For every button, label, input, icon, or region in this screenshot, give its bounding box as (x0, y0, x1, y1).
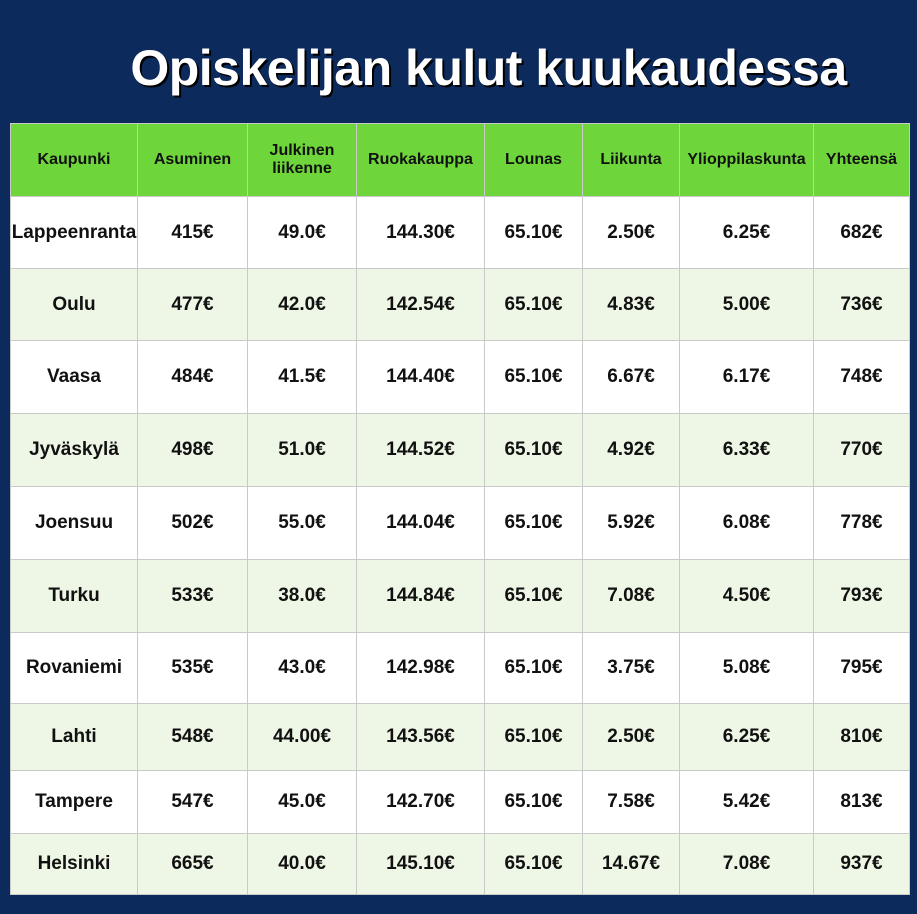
cost-table-container (10, 123, 909, 887)
cell-julkinen-liikenne: 42.0€ (248, 269, 357, 341)
cell-yhteensa: 682€ (814, 197, 910, 269)
cell-kaupunki: Lappeenranta (11, 197, 138, 269)
cell-yhteensa: 778€ (814, 487, 910, 560)
cell-ruokakauppa: 144.40€ (357, 341, 485, 414)
cell-liikunta: 2.50€ (583, 197, 680, 269)
column-header-ruokakauppa: Ruokakauppa (357, 124, 485, 197)
cell-kaupunki: Vaasa (11, 341, 138, 414)
column-header-julkinen-liikenne (248, 124, 357, 197)
cell-liikunta: 2.50€ (583, 704, 680, 771)
cell-julkinen-liikenne: 51.0€ (248, 414, 357, 487)
cell-yhteensa: 736€ (814, 269, 910, 341)
cell-kaupunki: Lahti (11, 704, 138, 771)
cell-kaupunki: Tampere (11, 771, 138, 834)
table-row (11, 771, 910, 834)
cell-kaupunki: Jyväskylä (11, 414, 138, 487)
cell-kaupunki: Oulu (11, 269, 138, 341)
cell-lounas: 65.10€ (485, 633, 583, 704)
cell-lounas: 65.10€ (485, 414, 583, 487)
cell-ruokakauppa: 144.84€ (357, 560, 485, 633)
cell-ruokakauppa: 142.54€ (357, 269, 485, 341)
cell-ylioppilaskunta: 5.00€ (680, 269, 814, 341)
cell-yhteensa: 937€ (814, 834, 910, 895)
cell-asuminen: 477€ (138, 269, 248, 341)
cell-ylioppilaskunta: 6.08€ (680, 487, 814, 560)
cell-ruokakauppa: 144.30€ (357, 197, 485, 269)
cell-yhteensa: 748€ (814, 341, 910, 414)
cell-ylioppilaskunta: 6.33€ (680, 414, 814, 487)
cell-ylioppilaskunta: 4.50€ (680, 560, 814, 633)
cell-asuminen: 547€ (138, 771, 248, 834)
cell-ruokakauppa: 142.98€ (357, 633, 485, 704)
cell-liikunta: 5.92€ (583, 487, 680, 560)
cell-yhteensa: 810€ (814, 704, 910, 771)
cell-asuminen: 484€ (138, 341, 248, 414)
cell-liikunta: 6.67€ (583, 341, 680, 414)
cell-yhteensa: 793€ (814, 560, 910, 633)
cell-asuminen: 498€ (138, 414, 248, 487)
table-row (11, 704, 910, 771)
cell-asuminen: 548€ (138, 704, 248, 771)
cell-yhteensa: 795€ (814, 633, 910, 704)
cell-julkinen-liikenne: 55.0€ (248, 487, 357, 560)
cell-yhteensa: 813€ (814, 771, 910, 834)
chart-title: Opiskelijan kulut kuukaudessa (130, 40, 847, 96)
column-header-ylioppilaskunta: Ylioppilaskunta (680, 124, 814, 197)
column-header-yhteensa: Yhteensä (814, 124, 910, 197)
cell-julkinen-liikenne: 40.0€ (248, 834, 357, 895)
cell-ylioppilaskunta: 5.08€ (680, 633, 814, 704)
cell-ylioppilaskunta: 5.42€ (680, 771, 814, 834)
column-header-liikunta: Liikunta (583, 124, 680, 197)
table-row (11, 341, 910, 414)
cell-ylioppilaskunta: 6.25€ (680, 704, 814, 771)
table-row (11, 633, 910, 704)
column-header-julkinen-line2: liikenne (272, 160, 332, 177)
cell-lounas: 65.10€ (485, 197, 583, 269)
cell-lounas: 65.10€ (485, 704, 583, 771)
cell-ruokakauppa: 144.04€ (357, 487, 485, 560)
cell-kaupunki: Joensuu (11, 487, 138, 560)
cell-lounas: 65.10€ (485, 341, 583, 414)
cell-liikunta: 7.08€ (583, 560, 680, 633)
table-row (11, 834, 910, 895)
cell-kaupunki: Rovaniemi (11, 633, 138, 704)
cell-liikunta: 14.67€ (583, 834, 680, 895)
cell-lounas: 65.10€ (485, 487, 583, 560)
cell-ylioppilaskunta: 6.25€ (680, 197, 814, 269)
cell-kaupunki: Helsinki (11, 834, 138, 895)
table-row (11, 197, 910, 269)
cell-julkinen-liikenne: 43.0€ (248, 633, 357, 704)
table-row (11, 487, 910, 560)
cell-asuminen: 665€ (138, 834, 248, 895)
cell-julkinen-liikenne: 49.0€ (248, 197, 357, 269)
column-header-asuminen: Asuminen (138, 124, 248, 197)
cell-lounas: 65.10€ (485, 771, 583, 834)
column-header-kaupunki: Kaupunki (11, 124, 138, 197)
cell-ylioppilaskunta: 7.08€ (680, 834, 814, 895)
cell-ruokakauppa: 145.10€ (357, 834, 485, 895)
cell-kaupunki: Turku (11, 560, 138, 633)
cell-liikunta: 7.58€ (583, 771, 680, 834)
cell-ylioppilaskunta: 6.17€ (680, 341, 814, 414)
cell-liikunta: 4.83€ (583, 269, 680, 341)
cell-ruokakauppa: 143.56€ (357, 704, 485, 771)
cell-julkinen-liikenne: 41.5€ (248, 341, 357, 414)
table-row (11, 414, 910, 487)
cell-liikunta: 3.75€ (583, 633, 680, 704)
cell-yhteensa: 770€ (814, 414, 910, 487)
cell-asuminen: 533€ (138, 560, 248, 633)
cell-julkinen-liikenne: 38.0€ (248, 560, 357, 633)
cell-asuminen: 535€ (138, 633, 248, 704)
cell-lounas: 65.10€ (485, 560, 583, 633)
table-row (11, 560, 910, 633)
column-header-julkinen-line1: Julkinen (269, 142, 335, 159)
cell-asuminen: 415€ (138, 197, 248, 269)
cell-julkinen-liikenne: 45.0€ (248, 771, 357, 834)
cell-ruokakauppa: 144.52€ (357, 414, 485, 487)
cell-ruokakauppa: 142.70€ (357, 771, 485, 834)
cell-julkinen-liikenne: 44.00€ (248, 704, 357, 771)
header-row (11, 124, 910, 197)
column-header-lounas: Lounas (485, 124, 583, 197)
cell-lounas: 65.10€ (485, 269, 583, 341)
cell-liikunta: 4.92€ (583, 414, 680, 487)
cell-lounas: 65.10€ (485, 834, 583, 895)
cost-table (10, 123, 910, 895)
cell-asuminen: 502€ (138, 487, 248, 560)
table-row (11, 269, 910, 341)
